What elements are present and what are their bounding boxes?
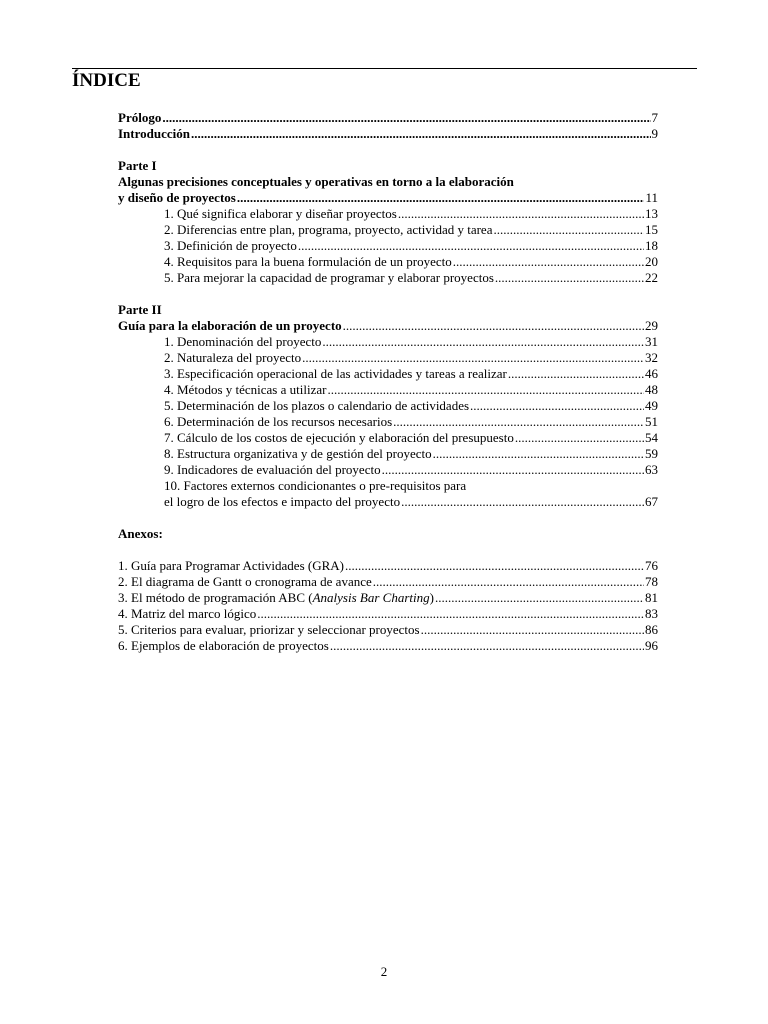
toc-entry-page: 18 [645,238,658,253]
leader-dots [345,558,644,574]
part1-title-line2: y diseño de proyectos [118,190,236,205]
table-of-contents [118,110,658,654]
toc-entry[interactable] [118,382,658,398]
leader-dots [401,494,644,510]
toc-entry-label: 4. Requisitos para la buena formulación de un proyecto [164,254,452,269]
toc-entry[interactable] [118,270,658,286]
page-title: ÍNDICE [72,70,141,91]
part2-heading: Parte II [118,302,162,317]
toc-entry-page: 76 [645,558,658,573]
toc-entry-label: 7. Cálculo de los costos de ejecución y elaboración del presupuesto [164,430,514,445]
leader-dots [493,222,644,238]
toc-entry-annex[interactable] [118,590,658,606]
toc-entry[interactable] [118,398,658,414]
toc-entry[interactable] [118,446,658,462]
toc-entry[interactable] [118,430,658,446]
leader-dots [393,414,644,430]
toc-entry[interactable] [118,334,658,350]
toc-entry-part2[interactable] [118,318,658,334]
toc-entry-page: 48 [645,382,658,397]
toc-entry[interactable] [118,222,658,238]
toc-entry-annex[interactable] [118,558,658,574]
toc-entry-label: 4. Métodos y técnicas a utilizar [164,382,327,397]
toc-entry-label: Prólogo [118,110,162,125]
toc-entry-10-line1: 10. Factores externos condicionantes o pre-requisitos para [164,478,467,493]
leader-dots [453,254,644,270]
leader-dots [162,110,650,126]
toc-entry[interactable] [118,254,658,270]
toc-entry-label: 1. Qué significa elaborar y diseñar proyectos [164,206,397,221]
leader-dots [327,382,644,398]
toc-entry-page: 67 [645,494,658,509]
toc-entry-page: 46 [645,366,658,381]
toc-entry-label: 3. Definición de proyecto [164,238,297,253]
toc-entry-label: 2. El diagrama de Gantt o cronograma de avance [118,574,372,589]
toc-entry-label: 1. Denominación del proyecto [164,334,322,349]
toc-entry-page: 54 [645,430,658,445]
leader-dots [302,350,644,366]
toc-entry-prologo[interactable] [118,110,658,126]
toc-entry-label: 6. Ejemplos de elaboración de proyectos [118,638,329,653]
part1-title-line1: Algunas precisiones conceptuales y operativas en torno a la elaboración [118,174,514,189]
leader-dots [508,366,644,382]
toc-entry[interactable] [118,366,658,382]
toc-entry[interactable] [118,462,658,478]
toc-entry-page: 59 [645,446,658,461]
leader-dots [343,318,644,334]
label-pre: 3. El método de programación ABC ( [118,590,313,605]
leader-dots [237,190,645,206]
toc-entry-label: 8. Estructura organizativa y de gestión del proyecto [164,446,432,461]
toc-entry-page: 83 [645,606,658,621]
leader-dots [382,462,644,478]
toc-entry[interactable] [118,238,658,254]
toc-entry[interactable] [118,414,658,430]
toc-entry-part1[interactable] [118,190,658,206]
leader-dots [433,446,644,462]
toc-entry-introduccion[interactable] [118,126,658,142]
toc-entry-page: 7 [651,110,658,125]
toc-entry-label: 1. Guía para Programar Actividades (GRA) [118,558,344,573]
toc-entry-page: 13 [645,206,658,221]
toc-entry-annex[interactable] [118,574,658,590]
part1-heading: Parte I [118,158,157,173]
toc-entry-label: 5. Determinación de los plazos o calendario de actividades [164,398,470,413]
leader-dots [515,430,644,446]
leader-dots [257,606,644,622]
toc-entry-annex[interactable] [118,622,658,638]
toc-entry-annex[interactable] [118,606,658,622]
toc-entry-page: 86 [645,622,658,637]
toc-entry-label: 5. Criterios para evaluar, priorizar y seleccionar proyectos [118,622,420,637]
leader-dots [470,398,644,414]
leader-dots [191,126,651,142]
toc-entry-label: Introducción [118,126,190,141]
page-number: 2 [380,964,388,979]
toc-entry-page: 29 [645,318,658,333]
toc-entry-page: 63 [645,462,658,477]
toc-entry[interactable] [118,206,658,222]
leader-dots [421,622,644,638]
toc-entry-page: 22 [645,270,658,285]
toc-entry-page: 78 [645,574,658,589]
header-rule [72,68,697,69]
toc-entry-page: 51 [645,414,658,429]
toc-entry-page: 49 [645,398,658,413]
toc-entry-page: 96 [645,638,658,653]
leader-dots [330,638,644,654]
toc-entry[interactable] [118,350,658,366]
toc-entry-page: 81 [645,590,658,605]
toc-entry-annex[interactable] [118,638,658,654]
toc-entry-label: 2. Diferencias entre plan, programa, proyecto, actividad y tarea [164,222,493,237]
part2-title: Guía para la elaboración de un proyecto [118,318,342,333]
toc-entry-page: 11 [645,190,658,205]
annexes-heading: Anexos: [118,526,163,541]
toc-entry-page: 20 [645,254,658,269]
toc-entry-page: 9 [651,126,658,141]
toc-entry-10[interactable] [118,494,658,510]
toc-entry-label: 2. Naturaleza del proyecto [164,350,302,365]
leader-dots [435,590,644,606]
toc-entry-page: 15 [645,222,658,237]
toc-entry-label: 5. Para mejorar la capacidad de programar y elaborar proyectos [164,270,494,285]
label-italic: Analysis Bar Charting [312,590,430,605]
toc-entry-page: 32 [645,350,658,365]
toc-entry-page: 31 [645,334,658,349]
toc-entry-label: 4. Matriz del marco lógico [118,606,257,621]
toc-entry-label: el logro de los efectos e impacto del proyecto [164,494,401,509]
toc-entry-label [118,590,434,606]
toc-entry-label: 9. Indicadores de evaluación del proyecto [164,462,381,477]
toc-entry-label: 3. Especificación operacional de las actividades y tareas a realizar [164,366,507,381]
leader-dots [495,270,644,286]
toc-entry-label: 6. Determinación de los recursos necesarios [164,414,393,429]
leader-dots [298,238,644,254]
leader-dots [322,334,644,350]
label-post: ) [429,590,434,605]
leader-dots [373,574,644,590]
leader-dots [398,206,644,222]
